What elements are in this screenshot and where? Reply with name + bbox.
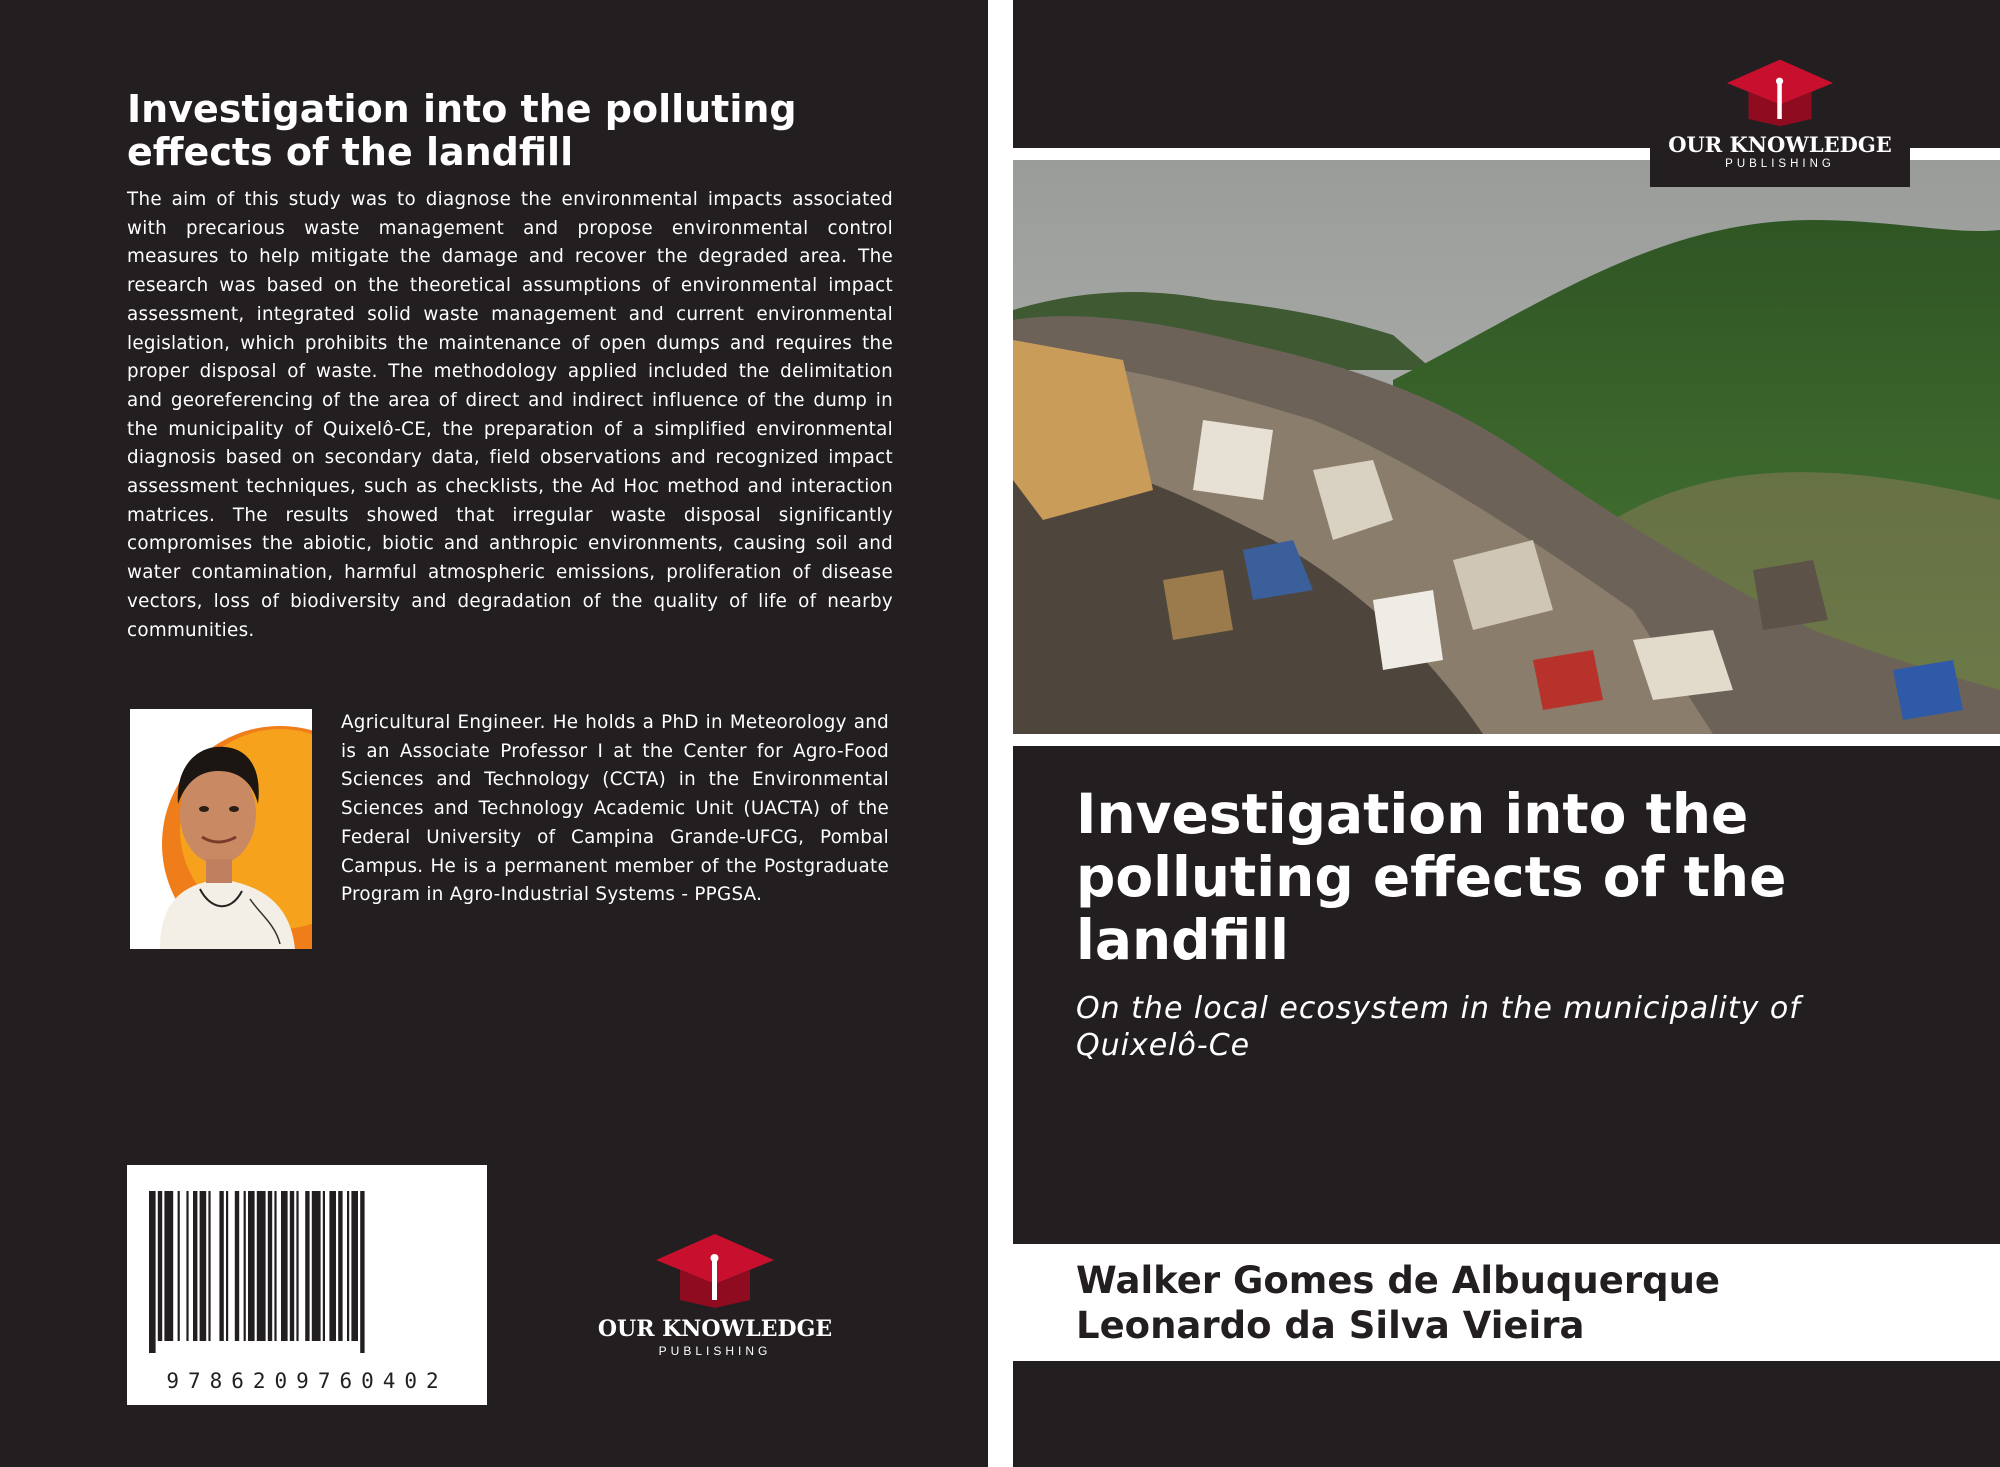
barcode-bar (178, 1191, 180, 1341)
publisher-name: OUR KNOWLEDGE (597, 1316, 833, 1342)
barcode-bar (268, 1191, 272, 1341)
barcode-bar (360, 1191, 364, 1353)
barcode-bar (351, 1191, 358, 1341)
author-names (1076, 1258, 1956, 1348)
barcode-bar (149, 1191, 156, 1353)
isbn-digits: 9786209760402 (166, 1369, 448, 1393)
barcode-bar (248, 1191, 255, 1341)
front-cover-title: Investigation into the polluting effects of the landfill (1076, 782, 1787, 972)
barcode-bar (338, 1191, 342, 1341)
publisher-name: OUR KNOWLEDGE (1668, 132, 1892, 157)
author-name-2: Leonardo da Silva Vieira (1076, 1304, 1585, 1347)
barcode-bar (193, 1191, 197, 1341)
barcode-bar (164, 1191, 173, 1341)
barcode-bar (244, 1191, 246, 1341)
back-cover (0, 0, 988, 1467)
barcode-bar (208, 1191, 210, 1341)
barcode-bar (226, 1191, 228, 1341)
barcode-bar (219, 1191, 223, 1341)
abstract-text: The aim of this study was to diagnose the environmental impacts associated with precarious waste management and propose environmental control measures to help mitigate the damage and recover the degraded area. The research was based on the theoretical assumptions of environmental impact assessment, integrated solid waste management and current environmental legislation, which prohibits the maintenance of open dumps and requires the proper disposal of waste. The methodology applied included the delimitation and georeferencing of the area of direct and indirect influence of the dump in the municipality of Quixelô-CE, the preparation of a simplified environmental diagnosis based on secondary data, field observations and recognized impact assessment techniques, such as checklists, the Ad Hoc method and interaction matrices. The results showed that irregular waste disposal significantly compromises the abiotic, biotic and anthropic environments, causing soil and water contamination, harmful atmospheric emissions, proliferation of disease vectors, loss of biodiversity and degradation of the quality of life of nearby communities. (127, 189, 893, 641)
author-photo (130, 709, 312, 949)
barcode-bar (200, 1191, 207, 1341)
barcode-bar (257, 1191, 266, 1341)
barcode-bar (347, 1191, 349, 1341)
barcode-bar (296, 1191, 298, 1341)
barcode-bar (281, 1191, 288, 1341)
barcode-bar (235, 1191, 239, 1341)
barcode-bar (274, 1191, 276, 1341)
barcode-bar (329, 1191, 336, 1341)
front-bottom-band (1013, 1361, 2000, 1467)
barcode-bar (312, 1191, 321, 1341)
publisher-logo-front (1650, 50, 1910, 187)
barcode-bar (158, 1191, 162, 1341)
isbn-barcode (127, 1165, 487, 1405)
graduation-cap-icon (1650, 56, 1910, 132)
publisher-logo-back (590, 1230, 840, 1358)
publisher-subtitle: PUBLISHING (1725, 158, 1835, 170)
barcode-bar (186, 1191, 188, 1341)
publisher-subtitle: PUBLISHING (658, 1344, 772, 1358)
barcode-bar (290, 1191, 294, 1341)
author-name-1: Walker Gomes de Albuquerque (1076, 1259, 1721, 1302)
front-cover-subtitle: On the local ecosystem in the municipality of Quixelô-Ce (1076, 991, 1801, 1063)
barcode-bar (323, 1191, 325, 1341)
landfill-photo (1013, 160, 2000, 734)
barcode-bar (305, 1191, 309, 1341)
back-cover-title: Investigation into the polluting effects of the landfill (127, 87, 797, 174)
author-bio: Agricultural Engineer. He holds a PhD in Meteorology and is an Associate Professor I at the Center for Agro-Food Sciences and Technology (CCTA) in the Environmental Sciences and Technology Academic Unit (UACTA) of the Federal University of Campina Grande-UFCG, Pombal Campus. He is a permanent member of the Postgraduate Program in Agro-Industrial Systems - PPGSA. (341, 712, 889, 906)
graduation-cap-icon (590, 1230, 840, 1314)
